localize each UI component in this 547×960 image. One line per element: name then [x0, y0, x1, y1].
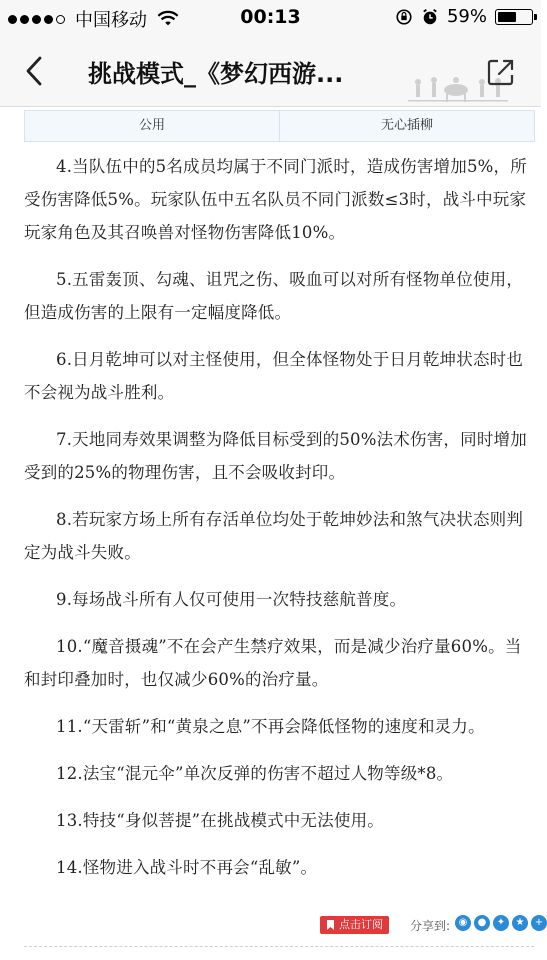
nav-bar	[0, 36, 541, 107]
qq-icon[interactable]: ●	[474, 915, 490, 931]
alarm-icon	[421, 8, 439, 26]
article-paragraph: 7.天地同寿效果调整为降低目标受到的50%法术伤害，同时增加受到的25%的物理伤害，且不会吸收封印。	[24, 430, 527, 482]
article-content	[24, 150, 534, 884]
status-bar	[0, 0, 541, 36]
page-title: 挑战模式_《梦幻西游...	[88, 60, 344, 88]
article-paragraph: 11.“天雷斩”和“黄泉之息”不再会降低怪物的速度和灵力。	[56, 717, 485, 736]
article-paragraph: 13.特技“身似菩提”在挑战模式中无法使用。	[56, 811, 385, 830]
article-paragraph: 12.法宝“混元伞”单次反弹的伤害不超过人物等级*8。	[56, 764, 454, 783]
share-label: 分享到:	[410, 919, 451, 933]
clock: 00:13	[240, 6, 301, 28]
article-paragraph: 14.怪物进入战斗时不再会“乱敏”。	[56, 858, 318, 877]
subscribe-label: 点击订阅	[339, 918, 383, 931]
favorite-icon[interactable]: ★	[512, 915, 528, 931]
article-paragraph: 5.五雷轰顶、勾魂、诅咒之伤、吸血可以对所有怪物单位使用，但造成伤害的上限有一定幅度降低。	[24, 270, 524, 322]
table-cell: 公用	[138, 118, 165, 133]
rotation-lock-icon	[395, 8, 413, 26]
back-button[interactable]	[18, 54, 50, 88]
status-right	[395, 6, 533, 27]
weibo-icon[interactable]: ◉	[455, 915, 471, 931]
article-footer	[0, 912, 544, 942]
more-icon[interactable]: +	[531, 915, 547, 931]
carrier-name: 中国移动	[75, 10, 147, 31]
article-paragraph: 9.每场战斗所有人仅可使用一次特技慈航普度。	[56, 590, 407, 609]
article-paragraph: 10.“魔音摄魂”不在会产生禁疗效果，而是减少治疗量60%。当和封印叠加时，也仅减少60%的治疗量。	[24, 637, 522, 689]
table-cell: 无心插柳	[279, 111, 534, 141]
article-paragraph: 6.日月乾坤可以对主怪使用，但全体怪物处于日月乾坤状态时也不会视为战斗胜利。	[24, 350, 524, 402]
share-icon[interactable]	[485, 56, 517, 88]
battery-icon	[495, 9, 533, 25]
article-paragraph: 8.若玩家方场上所有存活单位均处于乾坤妙法和煞气决状态则判定为战斗失败。	[24, 510, 524, 562]
share-icons	[455, 915, 547, 931]
subscribe-button[interactable]	[320, 916, 389, 934]
qzone-icon[interactable]: ✦	[493, 915, 509, 931]
article-paragraph: 4.当队伍中的5名成员均属于不同门派时，造成伤害增加5%，所受伤害降低5%。玩家队伍中五名队员不同门派数≤3时，战斗中玩家玩家角色及其召唤兽对怪物伤害降低10%。	[24, 157, 527, 242]
info-table-row	[24, 110, 535, 142]
bookmark-icon	[326, 920, 335, 930]
divider	[24, 946, 534, 947]
battery-percent: 59%	[446, 6, 487, 27]
